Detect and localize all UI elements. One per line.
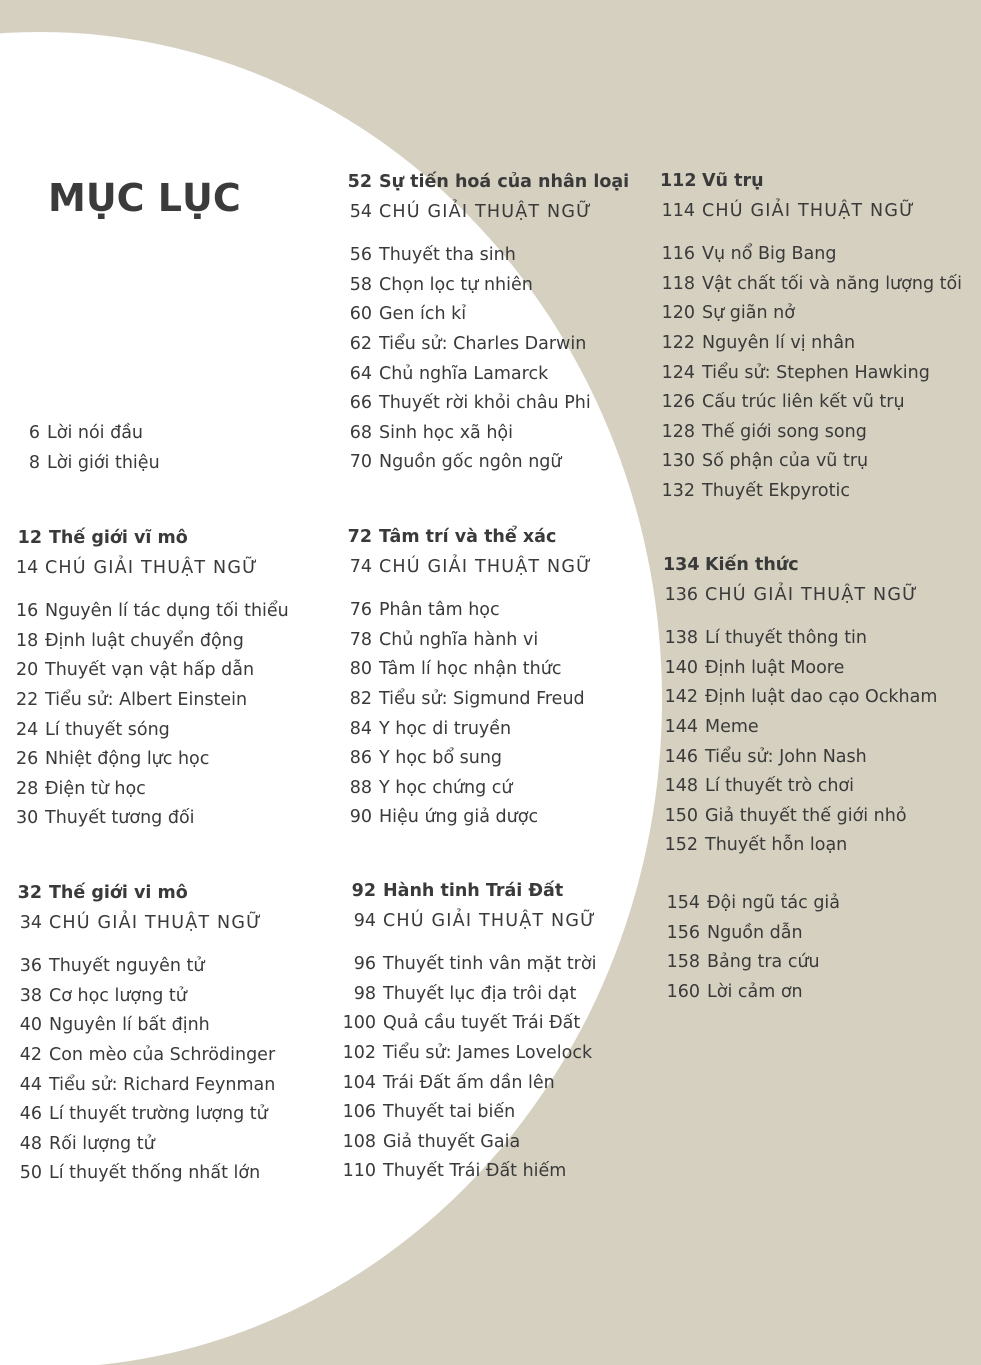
section-heading (342, 881, 596, 911)
entry-label: Định luật Moore (705, 657, 845, 678)
toc-entry (346, 807, 592, 837)
entry-label: Tiểu sử: Albert Einstein (45, 689, 248, 710)
entry-label: Lời giới thiệu (47, 452, 160, 473)
entry-label: Vật chất tối và năng lượng tối (702, 273, 963, 294)
entry-label: CHÚ GIẢI THUẬT NGỮ (379, 201, 593, 222)
entry-label: Sinh học xã hội (379, 422, 514, 443)
page-number: 28 (16, 778, 39, 799)
section-heading (16, 883, 275, 913)
entry-label: Tiểu sử: James Lovelock (383, 1042, 593, 1063)
page-number: 150 (664, 805, 698, 826)
toc-entry (16, 690, 289, 720)
entry-label: Hiệu ứng giả dược (379, 807, 539, 828)
page-number: 98 (353, 983, 376, 1004)
entry-label: Lí thuyết thông tin (705, 628, 868, 649)
glossary-entry (346, 557, 592, 587)
section-human-evolution (346, 172, 629, 482)
entry-label: CHÚ GIẢI THUẬT NGỮ (379, 556, 593, 577)
toc-entry (346, 334, 629, 364)
page-title: MỤC LỤC (48, 176, 241, 220)
entry-label: Thế giới song song (702, 421, 867, 442)
page-number: 82 (349, 688, 372, 709)
page-number: 138 (664, 628, 698, 649)
entry-label: CHÚ GIẢI THUẬT NGỮ (702, 200, 916, 221)
toc-entry (663, 747, 937, 777)
page-number: 144 (664, 716, 698, 737)
page-number: 20 (16, 660, 39, 681)
page-number: 158 (666, 952, 700, 973)
page-number: 76 (349, 600, 372, 621)
front-matter (20, 423, 160, 482)
toc-entry (663, 776, 937, 806)
page-number: 50 (19, 1163, 42, 1184)
page-number: 38 (19, 985, 42, 1006)
toc-entry (346, 778, 592, 808)
toc-entry (20, 423, 160, 453)
page-number: 78 (349, 629, 372, 650)
section-title: Vũ trụ (702, 171, 764, 191)
entry-label: Sự giãn nở (702, 303, 795, 324)
entry-label: Phân tâm học (379, 600, 500, 621)
section-title: Thế giới vi mô (49, 883, 188, 903)
page-number: 146 (664, 746, 698, 767)
page-number: 108 (342, 1131, 376, 1152)
toc-entry (16, 1075, 275, 1105)
page-number: 134 (663, 555, 700, 575)
glossary-entry (346, 202, 629, 232)
page-number: 92 (351, 881, 376, 901)
toc-entry (663, 806, 937, 836)
entry-label: Con mèo của Schrödinger (49, 1044, 276, 1065)
page-number: 58 (349, 274, 372, 295)
section-micro-world (16, 883, 275, 1193)
entry-label: Thuyết tai biến (383, 1102, 516, 1123)
glossary-entry (660, 201, 962, 231)
toc-entry (16, 1104, 275, 1134)
section-heading (16, 528, 289, 558)
section-planet-earth (342, 881, 596, 1191)
page-number: 136 (664, 584, 698, 605)
entry-label: Thuyết rời khỏi châu Phi (379, 393, 591, 414)
entry-label: Thuyết lục địa trôi dạt (383, 983, 577, 1004)
page-number: 52 (347, 172, 372, 192)
entry-label: Meme (705, 716, 759, 737)
entry-label: Thuyết tha sinh (379, 245, 516, 266)
toc-entry (663, 717, 937, 747)
toc-entry (346, 275, 629, 305)
toc-entry (346, 393, 629, 423)
entry-label: Cơ học lượng tử (49, 985, 187, 1006)
page-number: 118 (661, 273, 695, 294)
page-number: 132 (661, 480, 695, 501)
page-number: 106 (342, 1102, 376, 1123)
glossary-entry (16, 913, 275, 943)
toc-entry (346, 364, 629, 394)
page-number: 44 (19, 1074, 42, 1095)
page-number: 116 (661, 244, 695, 265)
entry-label: CHÚ GIẢI THUẬT NGỮ (49, 912, 263, 933)
toc-entry (346, 719, 592, 749)
toc-entry (660, 392, 962, 422)
page-number: 48 (19, 1133, 42, 1154)
toc-entry (342, 984, 596, 1014)
page-number: 86 (349, 748, 372, 769)
entry-label: Thuyết hỗn loạn (705, 835, 848, 856)
entry-label: Y học di truyền (379, 718, 512, 739)
toc-entry (346, 689, 592, 719)
toc-entry (16, 1163, 275, 1193)
page-number: 122 (661, 332, 695, 353)
page-number: 70 (349, 452, 372, 473)
toc-entry (16, 631, 289, 661)
entry-label: Thuyết vạn vật hấp dẫn (45, 660, 255, 681)
page-number: 68 (349, 422, 372, 443)
toc-entry (16, 720, 289, 750)
toc-entry (346, 452, 629, 482)
section-title: Hành tinh Trái Đất (383, 881, 564, 901)
toc-entry (660, 244, 962, 274)
entry-label: Lí thuyết trường lượng tử (49, 1104, 268, 1125)
page-number: 62 (349, 333, 372, 354)
page-number: 160 (666, 981, 700, 1002)
entry-label: Y học bổ sung (379, 748, 503, 769)
toc-entry (346, 659, 592, 689)
page-number: 112 (660, 171, 697, 191)
page-number: 94 (353, 910, 376, 931)
toc-entry (16, 808, 289, 838)
page-number: 64 (349, 363, 372, 384)
entry-label: Lời nói đầu (47, 423, 144, 443)
entry-label: CHÚ GIẢI THUẬT NGỮ (383, 910, 597, 931)
page-number: 110 (342, 1161, 376, 1182)
toc-entry (342, 1013, 596, 1043)
page-number: 54 (349, 201, 372, 222)
page-number: 46 (19, 1104, 42, 1125)
toc-entry (16, 779, 289, 809)
entry-label: Thuyết Trái Đất hiếm (383, 1161, 567, 1182)
page-number: 6 (28, 423, 40, 443)
page-number: 88 (349, 777, 372, 798)
page-number: 128 (661, 421, 695, 442)
entry-label: Tiểu sử: Charles Darwin (379, 333, 587, 354)
page-number: 104 (342, 1072, 376, 1093)
entry-label: Chủ nghĩa hành vi (379, 629, 539, 650)
page-number: 80 (349, 659, 372, 680)
page-number: 74 (349, 556, 372, 577)
toc-entry (660, 274, 962, 304)
toc-entry (660, 481, 962, 511)
entry-label: Y học chứng cứ (379, 777, 513, 798)
entry-label: Tiểu sử: Sigmund Freud (379, 688, 585, 709)
page-number: 40 (19, 1015, 42, 1036)
section-title: Kiến thức (705, 555, 799, 575)
glossary-entry (16, 558, 289, 588)
entry-label: Nguyên lí vị nhân (702, 332, 856, 353)
toc-entry (660, 303, 962, 333)
page-number: 66 (349, 393, 372, 414)
page-number: 24 (16, 719, 39, 740)
toc-entry (342, 954, 596, 984)
toc-entry (16, 749, 289, 779)
page-number: 114 (661, 200, 695, 221)
entry-label: Rối lượng tử (49, 1133, 155, 1154)
page-number: 84 (349, 718, 372, 739)
page-number: 14 (16, 557, 39, 578)
entry-label: Vụ nổ Big Bang (702, 244, 837, 265)
toc-entry (665, 923, 840, 953)
page-number: 102 (342, 1042, 376, 1063)
section-heading (663, 555, 937, 585)
page-number: 34 (19, 912, 42, 933)
toc-entry (660, 422, 962, 452)
toc-entry (660, 451, 962, 481)
toc-entry (660, 333, 962, 363)
page-number: 26 (16, 749, 39, 770)
toc-entry (663, 658, 937, 688)
entry-label: Nguyên lí bất định (49, 1015, 210, 1036)
toc-entry (16, 986, 275, 1016)
toc-entry (665, 893, 840, 923)
page-number: 96 (353, 954, 376, 975)
entry-label: Nguyên lí tác dụng tối thiểu (45, 601, 289, 622)
entry-label: Lí thuyết thống nhất lớn (49, 1163, 261, 1184)
entry-label: Gen ích kỉ (379, 304, 467, 325)
page-number: 16 (16, 601, 39, 622)
entry-label: Lí thuyết trò chơi (705, 776, 854, 797)
toc-entry (663, 835, 937, 865)
section-mind-body (346, 527, 592, 837)
entry-label: Quả cầu tuyết Trái Đất (383, 1013, 581, 1034)
page-number: 56 (349, 245, 372, 266)
section-title: Thế giới vĩ mô (49, 528, 188, 548)
entry-label: Thuyết tương đối (45, 808, 195, 829)
page-number: 22 (16, 689, 39, 710)
toc-entry (346, 748, 592, 778)
page-number: 156 (666, 922, 700, 943)
section-heading (346, 527, 592, 557)
page-number: 36 (19, 956, 42, 977)
page-number: 30 (16, 808, 39, 829)
toc-entry (16, 956, 275, 986)
entry-label: Lí thuyết sóng (45, 719, 170, 740)
entry-label: CHÚ GIẢI THUẬT NGỮ (705, 584, 919, 605)
entry-label: Tiểu sử: John Nash (705, 746, 867, 767)
toc-entry (342, 1043, 596, 1073)
toc-entry (16, 1045, 275, 1075)
toc-entry (665, 952, 840, 982)
toc-entry (346, 600, 592, 630)
toc-entry (342, 1073, 596, 1103)
entry-label: Chủ nghĩa Lamarck (379, 363, 549, 384)
entry-label: Tiểu sử: Richard Feynman (49, 1074, 276, 1095)
entry-label: Giả thuyết Gaia (383, 1131, 521, 1152)
toc-entry (16, 1134, 275, 1164)
entry-label: Thuyết tinh vân mặt trời (383, 954, 597, 975)
entry-label: Nguồn gốc ngôn ngữ (379, 452, 562, 473)
toc-entry (346, 245, 629, 275)
toc-entry (346, 304, 629, 334)
entry-label: Định luật dao cạo Ockham (705, 687, 938, 708)
page-number: 42 (19, 1044, 42, 1065)
entry-label: Bảng tra cứu (707, 952, 820, 973)
section-macro-world (16, 528, 289, 838)
entry-label: Tiểu sử: Stephen Hawking (702, 362, 930, 383)
toc-entry (346, 630, 592, 660)
toc-entry (342, 1132, 596, 1162)
toc-entry (346, 423, 629, 453)
entry-label: Giả thuyết thế giới nhỏ (705, 805, 907, 826)
page-number: 60 (349, 304, 372, 325)
entry-label: Nhiệt động lực học (45, 749, 210, 770)
toc-entry (342, 1161, 596, 1191)
entry-label: Trái Đất ấm dần lên (383, 1072, 555, 1093)
section-title: Sự tiến hoá của nhân loại (379, 172, 630, 192)
entry-label: Tâm lí học nhận thức (379, 659, 562, 680)
section-universe (660, 171, 962, 511)
toc-entry (660, 363, 962, 393)
toc-entry (663, 628, 937, 658)
page-number: 12 (17, 528, 42, 548)
glossary-entry (663, 585, 937, 615)
toc-entry (16, 660, 289, 690)
entry-label: Cấu trúc liên kết vũ trụ (702, 392, 905, 413)
section-title: Tâm trí và thể xác (379, 527, 557, 547)
page-number: 8 (28, 452, 40, 473)
page-number: 90 (349, 807, 372, 828)
section-knowledge (663, 555, 937, 865)
toc-entry (663, 687, 937, 717)
glossary-entry (342, 911, 596, 941)
page-number: 100 (342, 1013, 376, 1034)
entry-label: Điện từ học (45, 778, 146, 799)
page-number: 154 (666, 893, 700, 913)
page-number: 152 (664, 835, 698, 856)
entry-label: Chọn lọc tự nhiên (379, 274, 533, 295)
entry-label: Thuyết nguyên tử (49, 956, 205, 977)
page-number: 130 (661, 451, 695, 472)
toc-entry (16, 1015, 275, 1045)
toc-entry (665, 982, 840, 1012)
toc-entry (20, 453, 160, 483)
section-heading (660, 171, 962, 201)
entry-label: Lời cảm ơn (707, 981, 803, 1002)
page-number: 148 (664, 776, 698, 797)
toc-entry (16, 601, 289, 631)
section-heading (346, 172, 629, 202)
entry-label: Đội ngũ tác giả (707, 893, 841, 913)
entry-label: CHÚ GIẢI THUẬT NGỮ (45, 557, 259, 578)
entry-label: Thuyết Ekpyrotic (702, 480, 850, 501)
back-matter (665, 893, 840, 1011)
entry-label: Số phận của vũ trụ (702, 451, 869, 472)
entry-label: Định luật chuyển động (45, 630, 244, 651)
page-number: 18 (16, 630, 39, 651)
page-number: 32 (17, 883, 42, 903)
page-number: 140 (664, 657, 698, 678)
page-number: 120 (661, 303, 695, 324)
page-number: 72 (347, 527, 372, 547)
page-number: 124 (661, 362, 695, 383)
page-number: 142 (664, 687, 698, 708)
page-number: 126 (661, 392, 695, 413)
entry-label: Nguồn dẫn (707, 922, 803, 943)
toc-entry (342, 1102, 596, 1132)
